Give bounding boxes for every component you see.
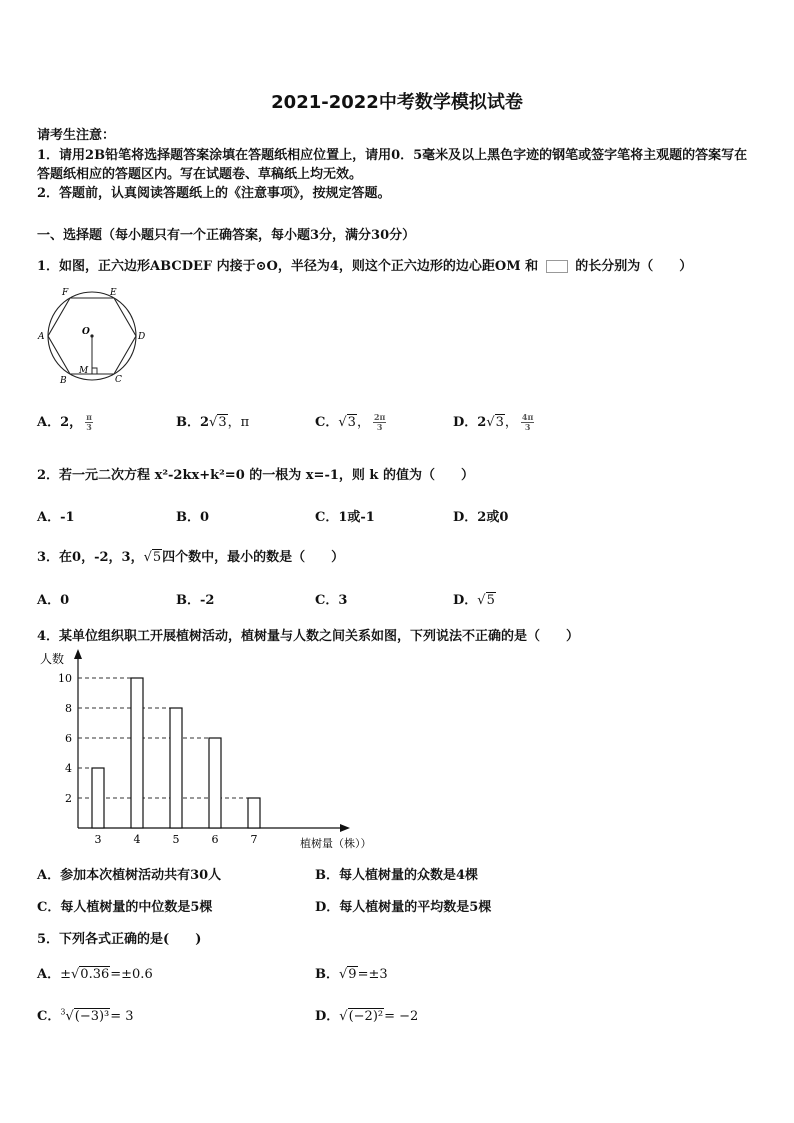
root-index: 3 xyxy=(60,1007,66,1017)
x-tick-label-4: 4 xyxy=(133,833,141,846)
question-5-stem: 5．下列各式正确的是( ) xyxy=(37,932,202,947)
q4-option-c[interactable]: C．每人植树量的中位数是5棵 xyxy=(37,900,213,915)
q1-option-d[interactable]: D．2√3， $\frac{4\pi}{3}$ xyxy=(453,412,534,432)
fraction: $\frac{4\pi}{3}$ xyxy=(521,412,534,432)
q3-option-c[interactable]: C．3 xyxy=(315,593,348,608)
label-c: C xyxy=(115,375,122,385)
q5-option-d[interactable]: D．√(−2)²= −2 xyxy=(315,1009,419,1024)
question-1-stem-text: 1．如图，正六边形ABCDEF 内接于⊙O，半径为4，则这个正六边形的边心距OM 和 xyxy=(37,259,539,274)
option-label: A．2， xyxy=(37,415,83,430)
radicand: 3 xyxy=(218,415,227,430)
stem-pre: 3．在0，-2，3， xyxy=(37,550,144,565)
option-tail: ， xyxy=(504,415,518,430)
radicand: 9 xyxy=(348,967,357,982)
suffix: = 3 xyxy=(110,1009,134,1024)
question-1-stem-tail: 的长分别为（ ） xyxy=(575,259,693,274)
y-axis-arrow xyxy=(74,649,82,659)
q2-option-a[interactable]: A．-1 xyxy=(37,510,75,525)
option-label: D． xyxy=(453,593,478,608)
notice-line-1: 1．请用2B铅笔将选择题答案涂填在答题纸相应位置上，请用0．5毫米及以上黑色字迹的钢笔或签字笔将主观题的答案写在答题纸相应的答题区内。写在试题卷、草稿纸上均无效。 xyxy=(37,148,748,182)
x-tick-label-3: 3 xyxy=(94,833,102,846)
option-label: B． xyxy=(315,967,339,982)
fraction: $\frac{\pi}{3}$ xyxy=(86,412,92,432)
q3-option-d[interactable]: D．√5 xyxy=(453,593,495,608)
suffix: =±0.6 xyxy=(110,967,153,982)
hexagon-figure xyxy=(30,282,155,387)
q5-option-c[interactable]: C．$^3$√(−3)³= 3 xyxy=(37,1007,134,1024)
radicand: (−2)² xyxy=(348,1009,384,1024)
notice-lines xyxy=(37,146,757,203)
y-tick-label-6: 6 xyxy=(65,732,72,745)
radicand: 5 xyxy=(486,593,495,608)
center-point xyxy=(90,334,93,337)
q4-option-d[interactable]: D．每人植树量的平均数是5棵 xyxy=(315,900,492,915)
suffix: =±3 xyxy=(357,967,388,982)
question-3-stem: 3．在0，-2，3，√5四个数中，最小的数是（ ） xyxy=(37,550,345,565)
label-a: A xyxy=(38,332,45,342)
option-tail: ， xyxy=(356,415,370,430)
q2-option-d[interactable]: D．2或0 xyxy=(453,510,509,525)
q3-option-a[interactable]: A．0 xyxy=(37,593,70,608)
question-1-stem xyxy=(37,255,692,274)
x-axis-arrow xyxy=(340,824,350,832)
x-tick-label-6: 6 xyxy=(211,833,219,846)
option-label: D． xyxy=(315,1009,340,1024)
missing-glyph-icon xyxy=(546,260,568,273)
radicand: 3 xyxy=(347,415,356,430)
bar-4 xyxy=(131,678,143,828)
q4-option-a[interactable]: A．参加本次植树活动共有30人 xyxy=(37,868,222,883)
q3-option-b[interactable]: B．-2 xyxy=(176,593,215,608)
option-label: D．2 xyxy=(453,415,487,430)
bar-3 xyxy=(92,768,104,828)
label-o: O xyxy=(82,327,90,337)
label-d: D xyxy=(138,332,146,342)
question-4-stem: 4．某单位组织职工开展植树活动，植树量与人数之间关系如图，下列说法不正确的是（ ） xyxy=(37,629,580,644)
question-2-stem: 2．若一元二次方程 x²-2kx+k²=0 的一根为 x=-1，则 k 的值为（ ） xyxy=(37,468,474,483)
label-b: B xyxy=(60,376,67,386)
x-tick-label-7: 7 xyxy=(250,833,258,846)
notice-line-2: 2．答题前，认真阅读答题纸上的《注意事项》，按规定答题。 xyxy=(37,186,391,201)
q1-option-b[interactable]: B．2√3，π xyxy=(176,415,250,430)
q1-option-a[interactable] xyxy=(37,411,93,432)
q4-option-b[interactable]: B．每人植树量的众数是4棵 xyxy=(315,868,479,883)
x-axis-label: 植树量（株）） xyxy=(300,837,372,850)
suffix: = −2 xyxy=(384,1009,419,1024)
right-angle-mark xyxy=(92,368,97,374)
stem-post: 四个数中，最小的数是（ ） xyxy=(162,550,345,565)
q2-option-c[interactable]: C．1或-1 xyxy=(315,510,375,525)
label-m: M xyxy=(79,366,89,376)
q5-option-b[interactable]: B．√9=±3 xyxy=(315,967,388,982)
q2-option-b[interactable]: B．0 xyxy=(176,510,210,525)
option-label: A． xyxy=(37,967,61,982)
page-title: 2021-2022中考数学模拟试卷 xyxy=(271,92,523,113)
q1-option-c[interactable]: C．√3， $\frac{2\pi}{3}$ xyxy=(315,412,386,432)
radicand: 5 xyxy=(152,550,162,565)
tree-planting-bar-chart xyxy=(38,646,408,854)
x-tick-label-5: 5 xyxy=(172,833,180,846)
y-tick-label-8: 8 xyxy=(65,702,72,715)
radicand: 3 xyxy=(495,415,504,430)
y-axis-label: 人数 xyxy=(40,652,65,666)
option-tail: ，π xyxy=(227,415,250,430)
y-tick-label-4: 4 xyxy=(65,762,72,775)
section-heading: 一、选择题（每小题只有一个正确答案，每小题3分，满分30分） xyxy=(37,228,416,243)
y-tick-label-10: 10 xyxy=(58,672,72,685)
notice-heading: 请考生注意： xyxy=(37,128,116,143)
label-e: E xyxy=(110,288,117,298)
fraction: $\frac{2\pi}{3}$ xyxy=(373,412,386,432)
bar-7 xyxy=(248,798,260,828)
option-label: C． xyxy=(37,1009,61,1024)
prefix: ± xyxy=(60,967,71,982)
radicand: (−3)³ xyxy=(74,1009,110,1024)
bar-5 xyxy=(170,708,182,828)
option-label: B．2 xyxy=(176,415,210,430)
q5-option-a[interactable]: A．±√0.36=±0.6 xyxy=(37,967,153,982)
radicand: 0.36 xyxy=(80,967,110,982)
option-label: C． xyxy=(315,415,339,430)
y-tick-label-2: 2 xyxy=(65,792,72,805)
label-f: F xyxy=(62,288,69,298)
bar-6 xyxy=(209,738,221,828)
